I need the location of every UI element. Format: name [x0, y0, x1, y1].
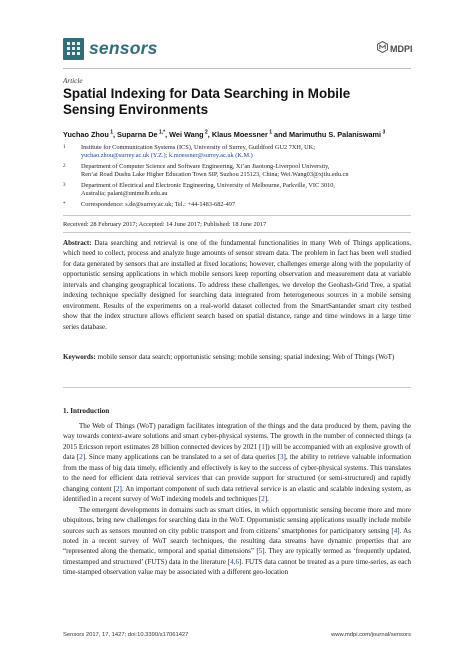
keywords-text: mobile sensor data search; opportunistic sensing; mobile sensing; spatial indexing; Web of Things (WoT) [97, 353, 395, 361]
publisher-name: MDPI [390, 44, 413, 54]
header-divider [63, 68, 411, 69]
paragraph-text: ]. FUTS data cannot be treated as a pure time-series, as each time-stamped observation value may be associated with a different geo-location [63, 557, 411, 577]
paragraph-text: ]. [264, 495, 269, 504]
affiliation-line: Department of Computer Science and Software Engineering, Xi’an Jiaotong-Liverpool University, [81, 163, 330, 170]
affiliation-mark: 2 [63, 164, 66, 169]
affiliation-marker: 3 [381, 130, 386, 136]
divider [63, 387, 411, 388]
citation-link[interactable]: 3 [280, 453, 284, 462]
abstract-text: Data searching and retrieval is one of the fundamental functionalities in many Web of Things applications, which need to collect, process and analyze huge amounts of sensor stream data. The problem in fact has been well studied for data generated by sensors that are installed at fixed locations; however, challenges emerge along with the popularity of opportunistic sensing applications in which mobile sensors keep reporting observation and measurement data at variable intervals and changing geographical locations. To address these challenges, we develop the Geohash-Grid Tree, a spatial indexing technique specially designed for searching data integrated from heterogeneous sources in a mobile sensing environment. Results of the experiments on a real-world dataset collected from the SmartSantander smart city testbed show that the index structure allows efficient search based on spatial distance, range and time windows in a large time series database. [63, 239, 411, 331]
affiliation-marker: 2 [203, 130, 208, 136]
paragraph-1 [63, 421, 411, 505]
affiliation-line: Australia; palani@unimelb.edu.au [81, 190, 168, 198]
affiliation-line: Institute for Communication Systems (ICS), University of Surrey, Guildford GU2 7XH, UK; [81, 144, 315, 151]
affiliation-1 [63, 144, 423, 160]
publisher-logo-icon [377, 40, 388, 58]
citation-link[interactable]: 4 [393, 526, 398, 535]
affiliation-line: Department of Electrical and Electronic Engineering, University of Melbourne, Parkville, VIC 3010, [81, 182, 335, 189]
citation-link[interactable]: 1 [261, 442, 265, 451]
correspondence-line: Correspondence: s.de@surrey.ac.uk; Tel.: +44-1483-682-497 [81, 201, 236, 208]
footer-url[interactable]: www.mdpi.com/journal/sensors [331, 632, 411, 638]
citation-link[interactable]: 4,6 [230, 557, 240, 566]
citation-link[interactable]: 2 [261, 495, 265, 504]
citation-link[interactable]: 2 [115, 484, 120, 493]
author-names: Yuchao Zhou $^1$, Suparna De $^{1,*}$, Wei Wang $^2$, Klaus Moessner $^1$ and Marimuthu S. Palaniswami $^3$ [63, 130, 386, 140]
citation-link[interactable]: 5 [258, 547, 263, 556]
affiliation-3 [63, 182, 423, 198]
keywords [63, 352, 411, 362]
paragraph-text: The emergent developments in domains such as smart cities, in which opportunistic sensing become more and more ubiquitous, bring new challenges for searching data in the WoT. Opportunistic sensing applications usually include mobile sources such as sensors mounted on city public transport and from citizens’ smartphones for participatory sensing [ [63, 505, 411, 535]
footer-citation: Sensors 2017, 17, 1427; doi:10.3390/s17061427 [63, 632, 189, 638]
affiliation-line: Ren’ai Road Dushu Lake Higher Education Town SIP, Suzhou 215123, China; Wei.Wang03@xjtlu.edu.cn [81, 171, 349, 179]
divider [63, 215, 411, 216]
affiliation-marker: 1,* [157, 130, 166, 136]
paragraph-text: ]. As noted in a recent survey of WoT search techniques, the resulting data streams have dynamic properties that are “represented along the thematic, temporal and spatial dimensions” [ [63, 526, 411, 556]
paragraph-text: ]. They are typically termed as ‘frequently updated, timestamped and structured’ (FUTS) data in the literature [ [63, 547, 411, 566]
keywords-label: Keywords: [63, 353, 96, 361]
abstract [63, 238, 411, 332]
paragraph-text: ], the ability to retrieve valuable information from the mass of big data timely, efficiently and effectively is key to the success of cyber-physical systems. This translates to the need for efficient data retrieval services that can provide support for structured (or semi-structured) and rapidly changing content [ [63, 453, 411, 493]
paper-title: Spatial Indexing for Data Searching in Mobile Sensing Environments [63, 86, 351, 117]
divider [63, 232, 411, 233]
affiliation-mark: 3 [63, 183, 66, 188]
paragraph-text: The Web of Things (WoT) paradigm facilitates integration of the things and the data produced by them, paving the way towards context-aware solutions and smart cyber-physical systems. The growth in the number of connected things (a 2015 Ericsson report estimates 28 billion connected devices by 2021 [ [63, 422, 411, 451]
affiliation-marker: 1 [108, 130, 113, 136]
affiliation-2 [63, 163, 423, 179]
paragraph-text: ]) will be accompanied with an explosive growth of data [ [63, 442, 411, 462]
section-heading: 1. Introduction [63, 407, 110, 415]
publication-dates: Received: 28 February 2017; Accepted: 14 June 2017; Published: 18 June 2017 [63, 221, 267, 228]
paragraph-2 [63, 505, 411, 578]
affiliation-mark: * [63, 202, 66, 207]
article-type: Article [63, 77, 83, 85]
paragraph-text: ]. An important component of such data retrieval service is an elastic and scalable indexing system, as identified in a recent survey of WoT indexing models and techniques [ [63, 484, 411, 504]
affiliation-marker: 1 [267, 130, 272, 136]
author-list [63, 130, 423, 139]
intro-body [63, 421, 411, 578]
affiliation-mark: 1 [63, 145, 66, 150]
abstract-label: Abstract: [63, 239, 92, 247]
correspondence [63, 201, 423, 209]
affiliation-emails[interactable]: yuchao.zhou@surrey.ac.uk (Y.Z.); k.moessner@surrey.ac.uk (K.M.) [81, 152, 253, 160]
citation-link[interactable]: 2 [79, 453, 83, 462]
journal-name: sensors [89, 38, 158, 58]
journal-logo-icon [63, 38, 84, 60]
paragraph-text: ]. Since many applications can be translated to a set of data queries [ [82, 453, 281, 462]
